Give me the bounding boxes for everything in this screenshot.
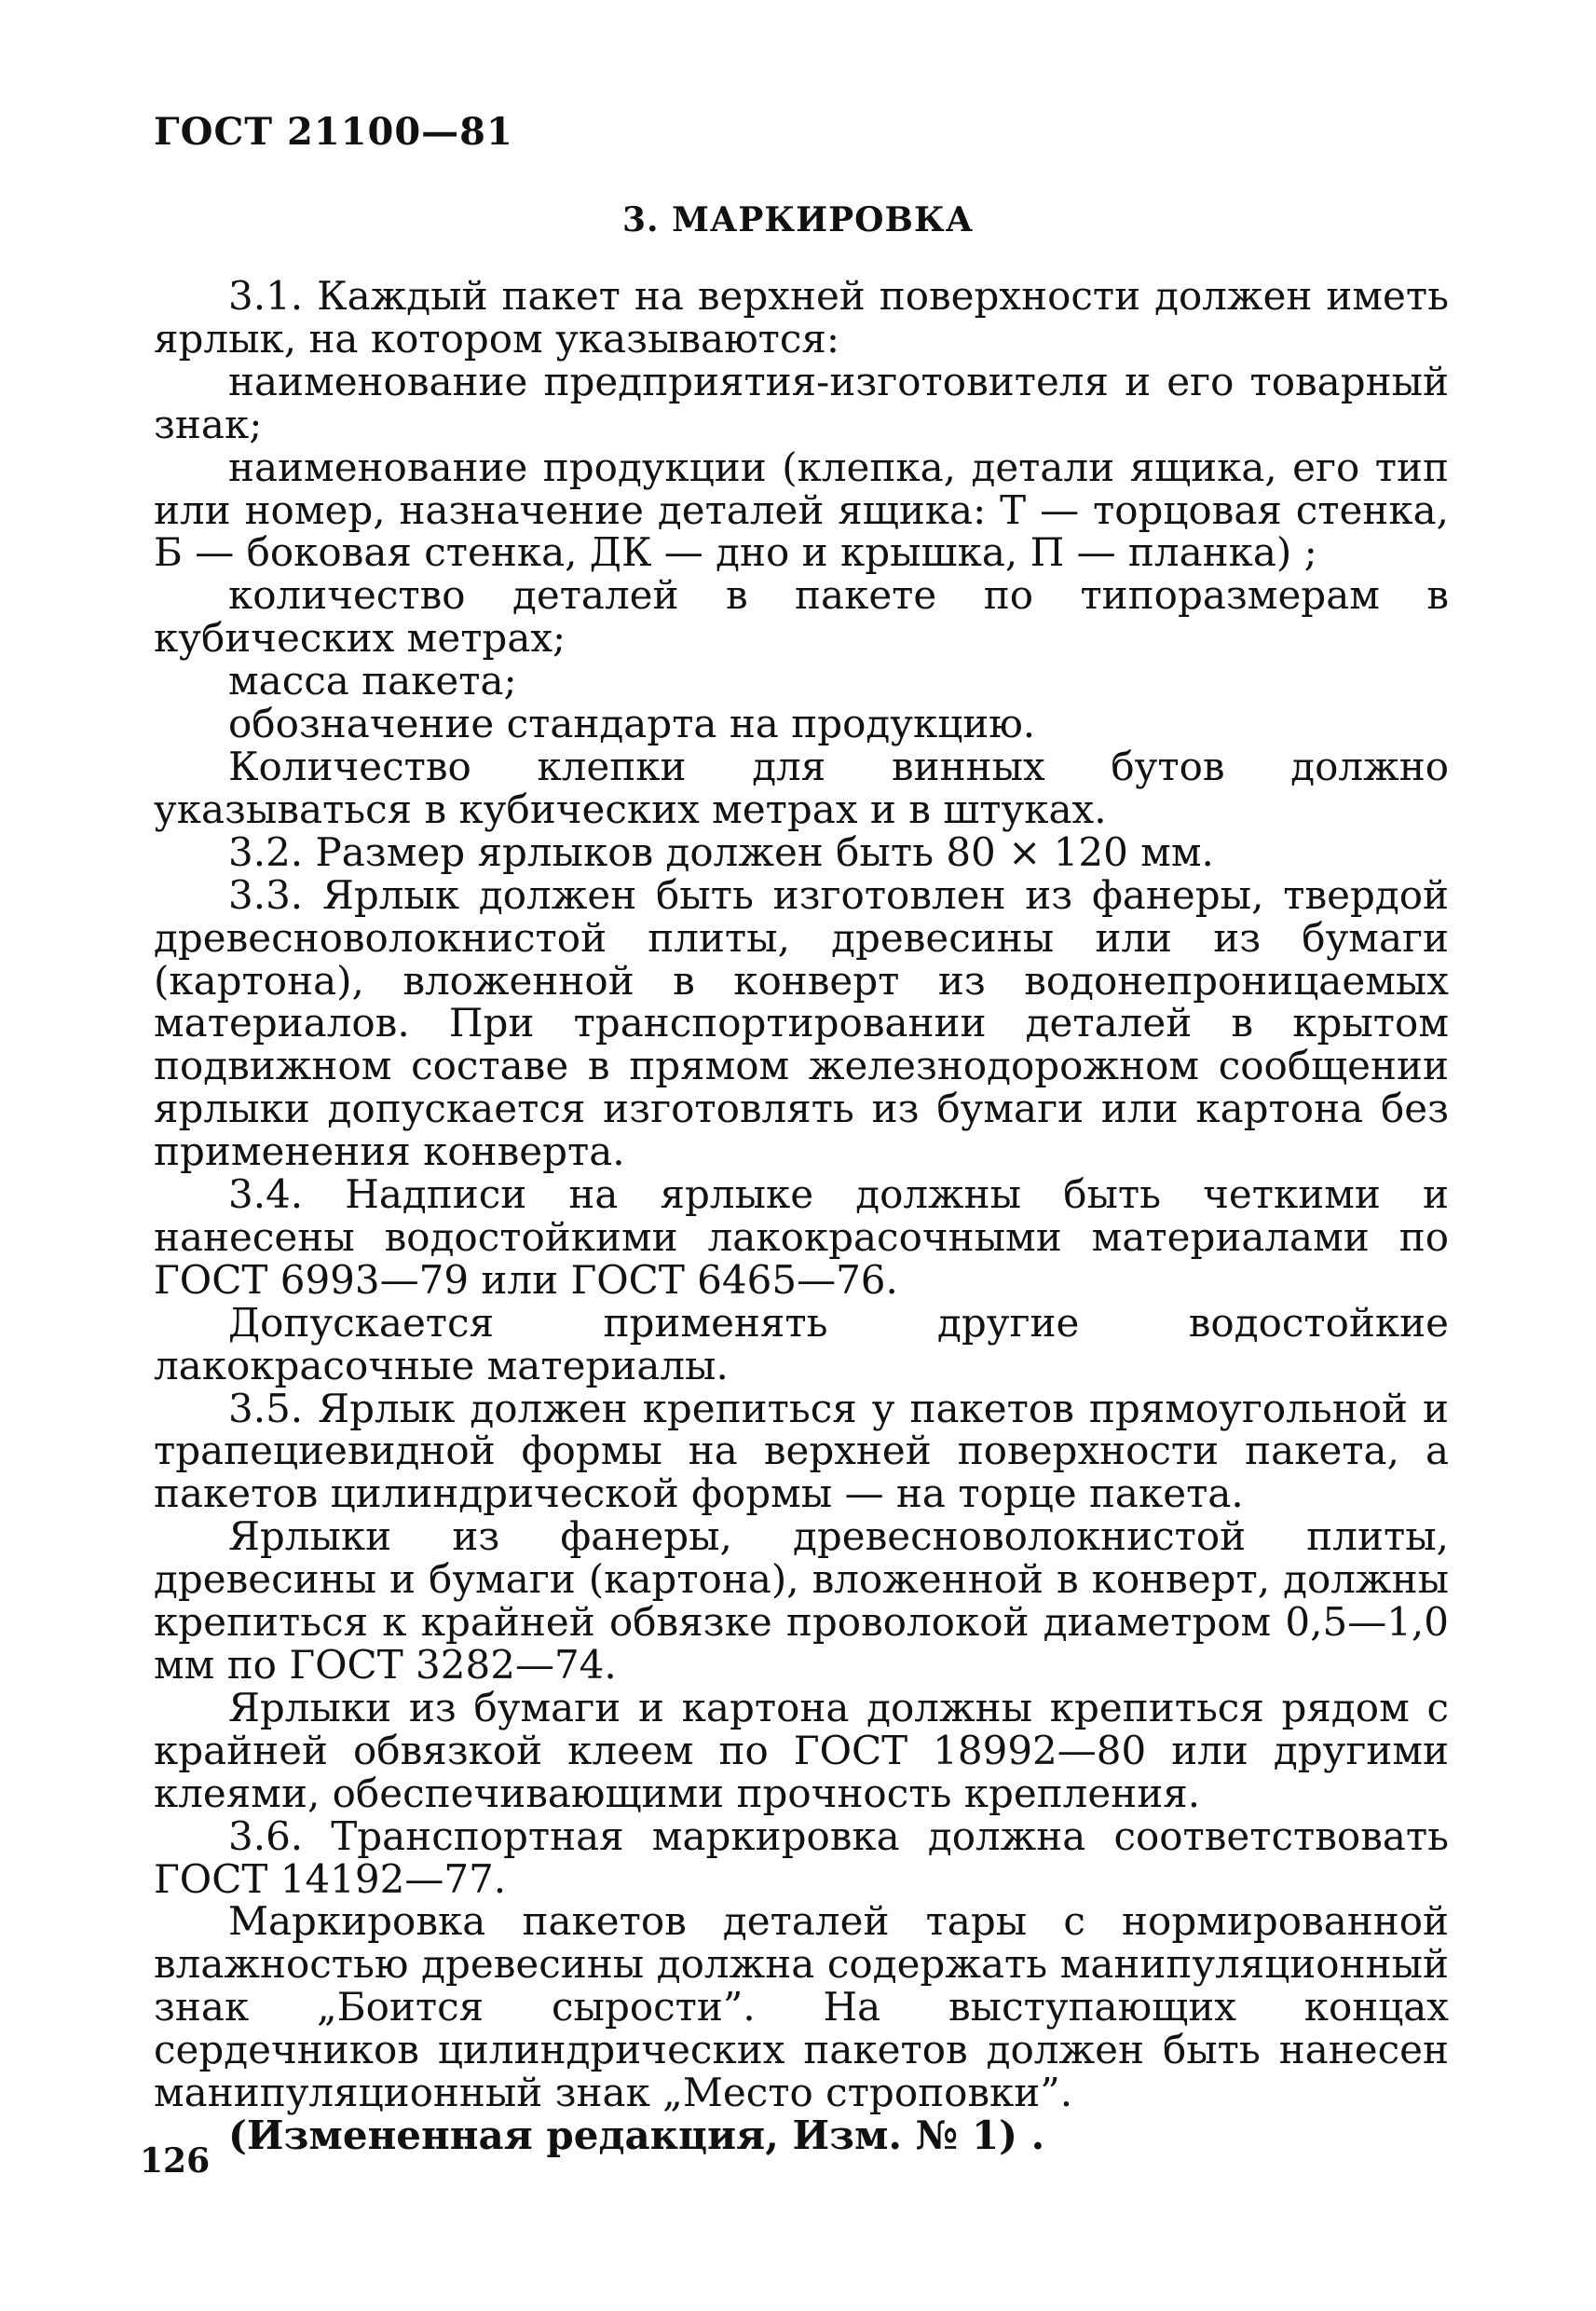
- paragraph: 3.6. Транспортная маркировка должна соответствовать ГОСТ 14192—77.: [154, 1812, 1449, 1902]
- paragraph: 3.1. Каждый пакет на верхней поверхности должен иметь ярлык, на котором указываются:: [154, 273, 1449, 362]
- paragraph: наименование продукции (клепка, детали ящика, его тип или номер, назначение деталей ящика: Т — торцовая стенка, Б — боковая стенка, ДК — дно и крышка, П — планка) ;: [154, 444, 1449, 576]
- paragraph: Допускается применять другие водостойкие лакокрасочные материалы.: [154, 1299, 1449, 1388]
- amendment-note: (Измененная редакция, Изм. № 1) .: [228, 2112, 1045, 2158]
- paragraph: обозначение стандарта на продукцию.: [228, 701, 1036, 747]
- paragraph: Ярлыки из фанеры, древесноволокнистой плиты, древесины и бумаги (картона), вложенной в конверт, должны крепиться к крайней обвязке проволокой диаметром 0,5—1,0 мм по ГОСТ 3282—74.: [154, 1513, 1449, 1688]
- paragraph: Ярлыки из бумаги и картона должны крепиться рядом с крайней обвязкой клеем по ГОСТ 18992—80 или другими клеями, обеспечивающими прочность крепления.: [154, 1684, 1449, 1816]
- paragraph: количество деталей в пакете по типоразмерам в кубических метрах;: [154, 572, 1449, 662]
- paragraph: 3.3. Ярлык должен быть изготовлен из фанеры, твердой древесноволокнистой плиты, древесины или из бумаги (картона), вложенной в конверт из водонепроницаемых материалов. При транспортировании деталей в крытом подвижном составе в прямом железнодорожном сообщении ярлыки допускается изготовлять из бумаги или картона без применения конверта.: [154, 871, 1449, 1175]
- paragraph: Маркировка пакетов деталей тары с нормированной влажностью древесины должна содержать манипуляционный знак „Боится сырости”. На выступающих концах сердечников цилиндрических пакетов должен быть нанесен манипуляционный знак „Место строповки”.: [154, 1898, 1449, 2116]
- paragraph: 3.5. Ярлык должен крепиться у пакетов прямоугольной и трапециевидной формы на верхней поверхности пакета, а пакетов цилиндрической формы — на торце пакета.: [154, 1385, 1449, 1517]
- paragraph: масса пакета;: [228, 658, 517, 704]
- paragraph: Количество клепки для винных бутов должно указываться в кубических метрах и в штуках.: [154, 743, 1449, 832]
- body-text: [154, 275, 1449, 2157]
- page-number: 126: [140, 2141, 211, 2181]
- document-header: ГОСТ 21100—81: [154, 110, 513, 154]
- paragraph: 3.2. Размер ярлыков должен быть 80 × 120 мм.: [228, 828, 1214, 875]
- section-title: 3. МАРКИРОВКА: [621, 200, 975, 239]
- paragraph: 3.4. Надписи на ярлыке должны быть четкими и нанесены водостойкими лакокрасочными материалами по ГОСТ 6993—79 или ГОСТ 6465—76.: [154, 1171, 1449, 1303]
- paragraph: наименование предприятия-изготовителя и его товарный знак;: [154, 358, 1449, 447]
